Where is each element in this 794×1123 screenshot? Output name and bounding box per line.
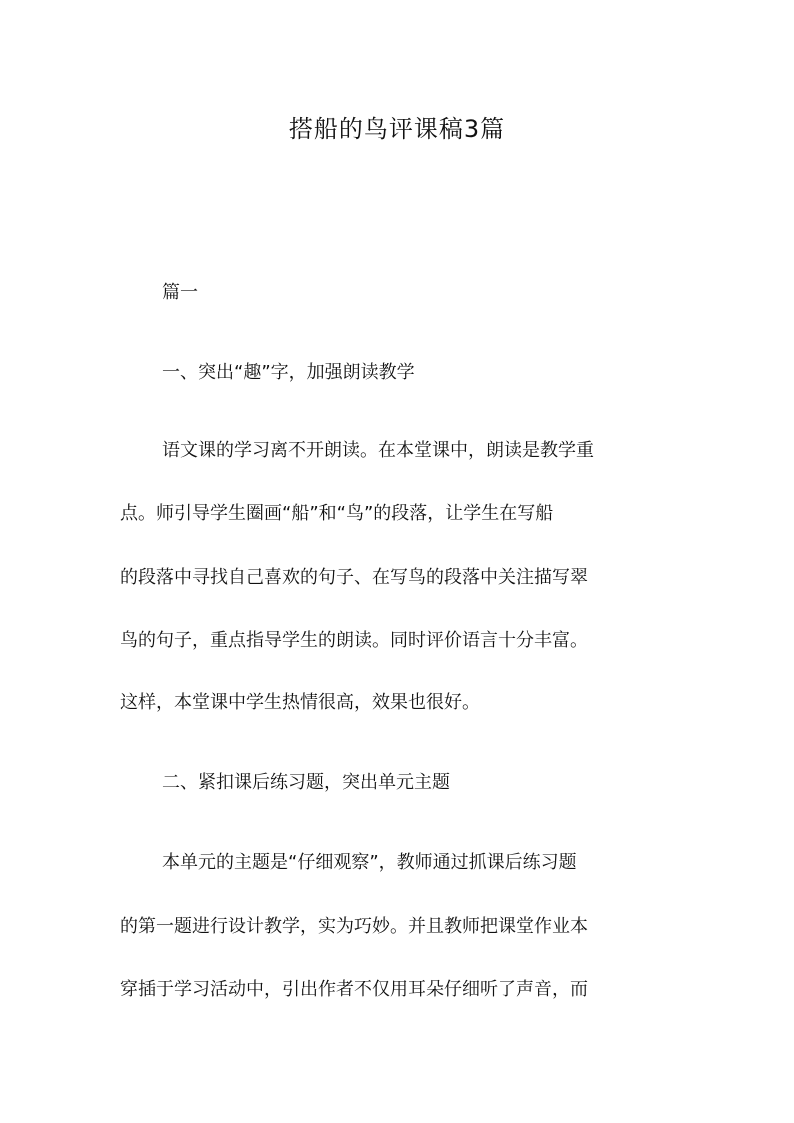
paragraph-two-line-3: 穿插于学习活动中，引出作者不仅用耳朵仔细听了声音，而 (120, 979, 588, 1000)
paragraph-one-line-4: 鸟的句子，重点指导学生的朗读。同时评价语言十分丰富。 (120, 630, 588, 651)
paragraph-two-line-1: 本单元的主题是“仔细观察”，教师通过抓课后练习题 (162, 852, 577, 873)
paragraph-two-line-2: 的第一题进行设计教学，实为巧妙。并且教师把课堂作业本 (120, 916, 588, 937)
section-label: 篇一 (162, 282, 198, 303)
document-title: 搭船的鸟评课稿3篇 (288, 115, 506, 143)
paragraph-one-line-1: 语文课的学习离不开朗读。在本堂课中，朗读是教学重 (162, 440, 594, 461)
paragraph-one-line-2: 点。师引导学生圈画“船”和“鸟”的段落，让学生在写船 (120, 503, 554, 524)
heading-two: 二、紧扣课后练习题，突出单元主题 (162, 772, 450, 793)
paragraph-one-line-3: 的段落中寻找自己喜欢的句子、在写鸟的段落中关注描写翠 (120, 567, 588, 588)
heading-one: 一、突出“趣”字，加强朗读教学 (162, 362, 415, 383)
paragraph-one-line-5: 这样，本堂课中学生热情很高，效果也很好。 (120, 692, 480, 713)
